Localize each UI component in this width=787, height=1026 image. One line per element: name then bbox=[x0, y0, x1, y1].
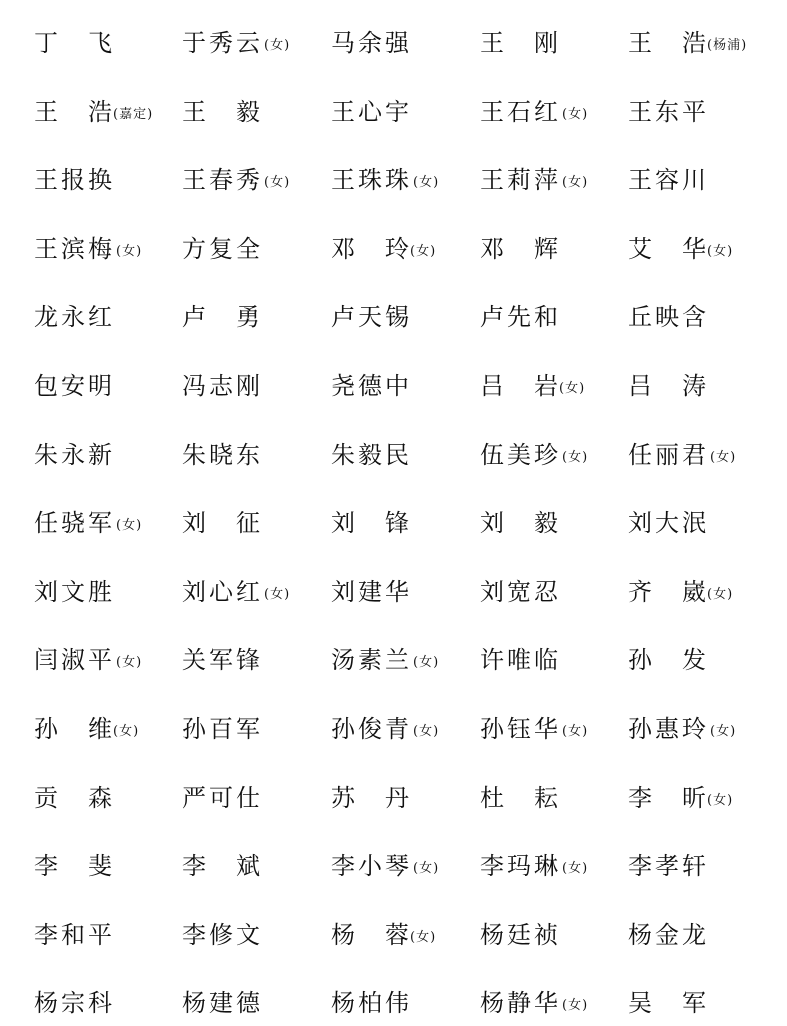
name-entry bbox=[480, 160, 628, 200]
name-annotation: (女) bbox=[264, 175, 291, 191]
person-name: 王容川 bbox=[628, 166, 709, 195]
person-name: 王报换 bbox=[34, 166, 115, 195]
name-annotation: (女) bbox=[562, 449, 589, 465]
person-name: 刘 锋 bbox=[331, 509, 409, 538]
name-entry bbox=[182, 778, 330, 818]
name-entry bbox=[628, 640, 776, 680]
person-name: 于秀云 bbox=[182, 29, 263, 57]
name-entry bbox=[331, 915, 479, 955]
name-row bbox=[0, 23, 787, 63]
person-name: 李小琴 bbox=[331, 852, 412, 881]
name-row bbox=[0, 160, 787, 200]
name-entry bbox=[480, 640, 628, 680]
name-entry bbox=[628, 915, 776, 955]
name-entry bbox=[480, 229, 628, 269]
name-entry bbox=[182, 92, 330, 132]
person-name: 孙 发 bbox=[628, 646, 706, 675]
name-entry bbox=[182, 983, 330, 1023]
name-annotation: (女) bbox=[562, 724, 589, 739]
person-name: 吴 军 bbox=[628, 989, 706, 1018]
name-entry bbox=[480, 572, 628, 612]
name-entry bbox=[480, 435, 628, 475]
name-entry bbox=[628, 229, 776, 269]
person-name: 邓 辉 bbox=[480, 234, 558, 263]
name-annotation: (女) bbox=[116, 655, 143, 671]
name-row bbox=[0, 983, 787, 1023]
person-name: 杨柏伟 bbox=[331, 989, 412, 1018]
person-name: 关军锋 bbox=[182, 646, 263, 675]
name-annotation: (女) bbox=[413, 724, 440, 739]
name-entry bbox=[480, 503, 628, 543]
name-entry bbox=[480, 92, 628, 132]
name-entry bbox=[182, 572, 330, 612]
name-entry bbox=[628, 23, 776, 63]
name-entry bbox=[480, 297, 628, 337]
name-row bbox=[0, 92, 787, 132]
name-annotation: (女) bbox=[562, 175, 589, 191]
name-entry bbox=[182, 846, 330, 886]
person-name: 李 昕 bbox=[628, 783, 706, 812]
person-name: 任丽君 bbox=[628, 440, 709, 469]
person-name: 龙永红 bbox=[34, 303, 115, 332]
name-annotation: (女) bbox=[413, 175, 440, 191]
person-name: 王石红 bbox=[480, 97, 561, 126]
person-name: 孙惠玲 bbox=[628, 715, 709, 743]
person-name: 杨廷祯 bbox=[480, 920, 561, 949]
name-entry bbox=[182, 229, 330, 269]
name-row bbox=[0, 709, 787, 749]
name-entry bbox=[331, 846, 479, 886]
person-name: 刘 毅 bbox=[480, 509, 558, 538]
person-name: 李玛琳 bbox=[480, 852, 561, 881]
person-name: 李 斐 bbox=[34, 852, 112, 881]
name-annotation: (女) bbox=[707, 243, 734, 259]
name-entry bbox=[331, 435, 479, 475]
name-entry bbox=[182, 160, 330, 200]
name-entry bbox=[331, 23, 479, 63]
name-entry bbox=[182, 435, 330, 475]
name-entry bbox=[331, 297, 479, 337]
name-entry bbox=[182, 640, 330, 680]
name-entry bbox=[34, 572, 182, 612]
name-entry bbox=[331, 229, 479, 269]
person-name: 孙俊青 bbox=[331, 715, 412, 743]
person-name: 丁 飞 bbox=[34, 29, 112, 57]
name-entry bbox=[34, 503, 182, 543]
name-entry bbox=[331, 778, 479, 818]
person-name: 孙百军 bbox=[182, 715, 263, 743]
person-name: 艾 华 bbox=[628, 234, 706, 263]
name-entry bbox=[34, 92, 182, 132]
name-annotation: (女) bbox=[264, 38, 291, 53]
name-row bbox=[0, 503, 787, 543]
person-name: 吕 岩 bbox=[480, 372, 558, 400]
name-annotation: (女) bbox=[562, 861, 589, 877]
person-name: 李修文 bbox=[182, 920, 263, 949]
name-entry bbox=[628, 503, 776, 543]
name-annotation: (女) bbox=[113, 724, 140, 739]
person-name: 杨静华 bbox=[480, 989, 561, 1018]
name-entry bbox=[480, 846, 628, 886]
name-row bbox=[0, 572, 787, 612]
person-name: 闫淑平 bbox=[34, 646, 115, 675]
person-name: 刘 征 bbox=[182, 509, 260, 538]
person-name: 朱毅民 bbox=[331, 440, 412, 469]
name-entry bbox=[331, 503, 479, 543]
name-entry bbox=[480, 23, 628, 63]
name-annotation: (女) bbox=[559, 381, 586, 396]
name-annotation: (女) bbox=[707, 792, 734, 808]
name-annotation: (女) bbox=[710, 449, 737, 465]
name-entry bbox=[331, 92, 479, 132]
person-name: 王 浩 bbox=[34, 97, 112, 126]
name-entry bbox=[628, 778, 776, 818]
name-row bbox=[0, 366, 787, 406]
person-name: 刘大泯 bbox=[628, 509, 709, 538]
person-name: 杨金龙 bbox=[628, 920, 709, 949]
name-entry bbox=[628, 846, 776, 886]
name-entry bbox=[480, 915, 628, 955]
name-entry bbox=[34, 435, 182, 475]
name-entry bbox=[628, 572, 776, 612]
name-entry bbox=[628, 983, 776, 1023]
name-entry bbox=[480, 778, 628, 818]
person-name: 李 斌 bbox=[182, 852, 260, 881]
person-name: 刘宽忍 bbox=[480, 577, 561, 606]
name-entry bbox=[480, 366, 628, 406]
name-entry bbox=[182, 23, 330, 63]
name-annotation: (女) bbox=[410, 929, 437, 945]
person-name: 王 毅 bbox=[182, 97, 260, 126]
person-name: 刘建华 bbox=[331, 577, 412, 606]
name-entry bbox=[34, 846, 182, 886]
person-name: 齐 崴 bbox=[628, 577, 706, 606]
person-name: 卢天锡 bbox=[331, 303, 412, 332]
name-entry bbox=[182, 915, 330, 955]
name-entry bbox=[331, 160, 479, 200]
person-name: 苏 丹 bbox=[331, 783, 409, 812]
name-entry bbox=[628, 297, 776, 337]
person-name: 王春秀 bbox=[182, 166, 263, 195]
name-annotation: (女) bbox=[707, 586, 734, 602]
name-annotation: (嘉定) bbox=[113, 106, 154, 122]
person-name: 伍美珍 bbox=[480, 440, 561, 469]
name-row bbox=[0, 846, 787, 886]
person-name: 许唯临 bbox=[480, 646, 561, 675]
name-entry bbox=[34, 297, 182, 337]
person-name: 邓 玲 bbox=[331, 234, 409, 263]
person-name: 任骁军 bbox=[34, 509, 115, 538]
person-name: 王 浩 bbox=[628, 29, 706, 57]
name-entry bbox=[331, 366, 479, 406]
name-entry bbox=[182, 297, 330, 337]
person-name: 包安明 bbox=[34, 372, 115, 400]
person-name: 汤素兰 bbox=[331, 646, 412, 675]
name-entry bbox=[34, 23, 182, 63]
person-name: 刘心红 bbox=[182, 577, 263, 606]
person-name: 朱晓东 bbox=[182, 440, 263, 469]
person-name: 卢先和 bbox=[480, 303, 561, 332]
person-name: 冯志刚 bbox=[182, 372, 263, 400]
name-row bbox=[0, 435, 787, 475]
name-entry bbox=[182, 709, 330, 749]
person-name: 杨建德 bbox=[182, 989, 263, 1018]
name-entry bbox=[331, 709, 479, 749]
name-row bbox=[0, 229, 787, 269]
name-entry bbox=[331, 572, 479, 612]
name-annotation: (女) bbox=[264, 586, 291, 602]
person-name: 王心宇 bbox=[331, 97, 412, 126]
name-entry bbox=[628, 435, 776, 475]
person-name: 王东平 bbox=[628, 97, 709, 126]
person-name: 卢 勇 bbox=[182, 303, 260, 332]
name-entry bbox=[628, 92, 776, 132]
name-entry bbox=[34, 366, 182, 406]
name-entry bbox=[34, 160, 182, 200]
name-entry bbox=[34, 229, 182, 269]
name-annotation: (女) bbox=[413, 655, 440, 671]
person-name: 吕 涛 bbox=[628, 372, 706, 400]
person-name: 朱永新 bbox=[34, 440, 115, 469]
name-row bbox=[0, 297, 787, 337]
name-row bbox=[0, 640, 787, 680]
person-name: 丘映含 bbox=[628, 303, 709, 332]
name-entry bbox=[34, 709, 182, 749]
person-name: 贡 森 bbox=[34, 783, 112, 812]
person-name: 王滨梅 bbox=[34, 234, 115, 263]
name-entry bbox=[480, 983, 628, 1023]
person-name: 马余强 bbox=[331, 29, 412, 57]
person-name: 杨 蓉 bbox=[331, 920, 409, 949]
name-row bbox=[0, 915, 787, 955]
name-annotation: (女) bbox=[413, 861, 440, 877]
name-annotation: (女) bbox=[116, 243, 143, 259]
name-entry bbox=[34, 915, 182, 955]
name-entry bbox=[628, 366, 776, 406]
person-name: 严可仕 bbox=[182, 783, 263, 812]
name-entry bbox=[34, 640, 182, 680]
name-annotation: (女) bbox=[562, 106, 589, 122]
person-name: 王珠珠 bbox=[331, 166, 412, 195]
name-entry bbox=[182, 503, 330, 543]
name-entry bbox=[628, 709, 776, 749]
person-name: 孙钰华 bbox=[480, 715, 561, 743]
name-entry bbox=[628, 160, 776, 200]
name-entry bbox=[480, 709, 628, 749]
name-annotation: (女) bbox=[410, 243, 437, 259]
person-name: 杨宗科 bbox=[34, 989, 115, 1018]
person-name: 孙 维 bbox=[34, 715, 112, 743]
person-name: 王 刚 bbox=[480, 29, 558, 57]
person-name: 尧德中 bbox=[331, 372, 412, 400]
name-entry bbox=[331, 640, 479, 680]
person-name: 王莉萍 bbox=[480, 166, 561, 195]
name-row bbox=[0, 778, 787, 818]
name-annotation: (女) bbox=[562, 998, 589, 1014]
person-name: 刘文胜 bbox=[34, 577, 115, 606]
name-annotation: (杨浦) bbox=[707, 38, 748, 53]
person-name: 杜 耘 bbox=[480, 783, 558, 812]
name-entry bbox=[182, 366, 330, 406]
name-annotation: (女) bbox=[116, 518, 143, 534]
person-name: 方复全 bbox=[182, 234, 263, 263]
person-name: 李和平 bbox=[34, 920, 115, 949]
name-entry bbox=[34, 778, 182, 818]
name-annotation: (女) bbox=[710, 724, 737, 739]
name-entry bbox=[331, 983, 479, 1023]
name-entry bbox=[34, 983, 182, 1023]
person-name: 李孝轩 bbox=[628, 852, 709, 881]
